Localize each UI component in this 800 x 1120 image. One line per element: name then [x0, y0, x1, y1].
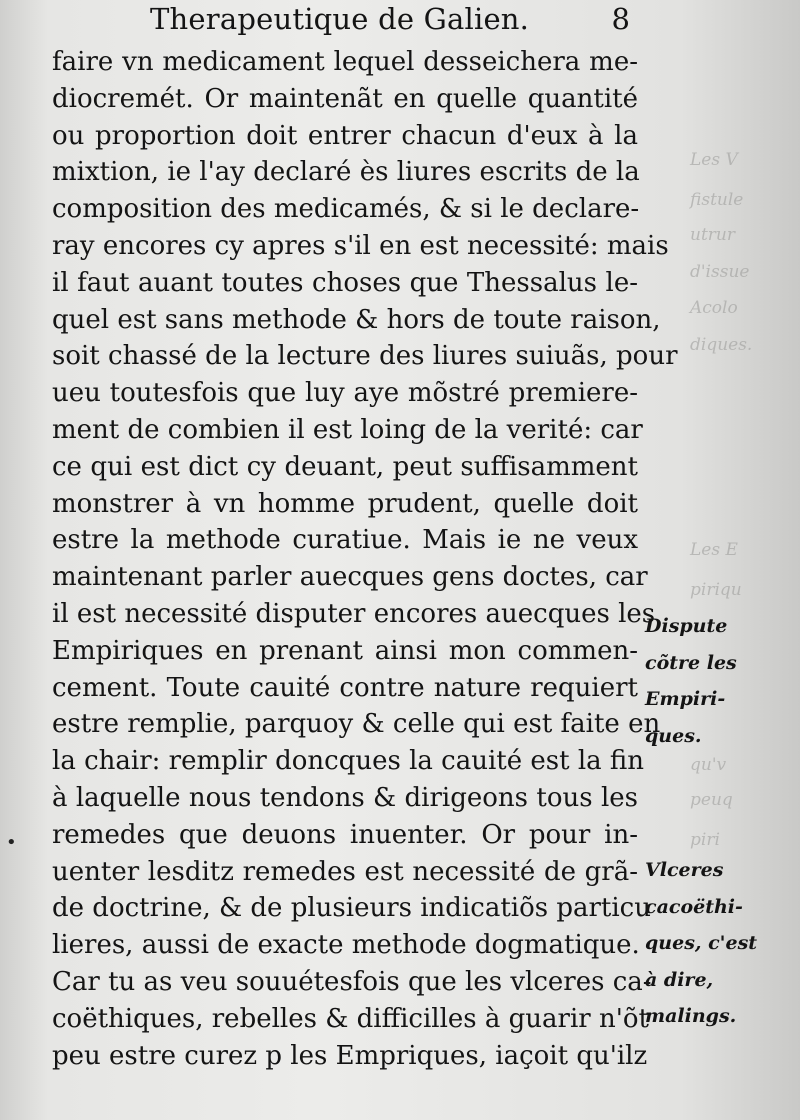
text-line: coëthiques, rebelles & difficilles à guarir n'õt — [52, 1003, 649, 1034]
margin-note-line: à dire, — [645, 968, 714, 991]
margin-note-line: Empiri- — [645, 688, 726, 710]
bleed-through-text: Les E — [690, 540, 738, 560]
page-number: 8 — [611, 2, 630, 36]
text-line: soit chassé de la lecture des liures suiuãs, pour — [52, 341, 678, 372]
text-line: il faut auant toutes choses que Thessalus le- — [52, 267, 638, 298]
text-line: ueu toutesfois que luy aye mõstré premiere- — [52, 378, 638, 409]
text-line: composition des medicamés, & si le declare- — [52, 194, 640, 225]
margin-note-line: cõtre les — [645, 651, 737, 674]
margin-note-vlceres — [645, 852, 775, 1035]
bleed-through-text: peuq — [690, 790, 733, 810]
text-line: diocremét. Or maintenãt en quelle quantité — [52, 83, 638, 114]
bleed-through-text: diques. — [690, 335, 753, 355]
body-text — [52, 44, 678, 1074]
text-line: monstrer à vn homme prudent, quelle doit — [52, 488, 638, 519]
margin-note-line: ques. — [645, 724, 702, 747]
text-line: la chair: remplir doncques la cauité est la fin — [52, 746, 644, 777]
bleed-through-text: qu'v — [690, 755, 727, 775]
text-line: estre remplie, parquoy & celle qui est faite en — [52, 709, 661, 740]
bleed-through-text: d'issue — [690, 262, 750, 282]
bleed-through-text: piri — [690, 830, 720, 850]
margin-note-line: malings. — [645, 1005, 737, 1027]
margin-note-line: cacoëthi- — [645, 895, 743, 918]
bleed-through-text: fistule — [690, 190, 744, 210]
text-line: ce qui est dict cy deuant, peut suffisamment — [52, 451, 638, 482]
text-line: ou proportion doit entrer chacun d'eux à la — [52, 120, 638, 151]
ink-speck: • — [6, 832, 17, 853]
text-line: ray encores cy apres s'il en est necessité: mais — [52, 230, 669, 261]
bleed-through-text: utrur — [690, 225, 735, 245]
bleed-through-text: Les V — [690, 150, 738, 170]
text-line: peu estre curez p les Empriques, iaçoit qu'ilz — [52, 1040, 648, 1071]
text-line: estre la methode curatiue. Mais ie ne veux — [52, 525, 638, 556]
text-line: il est necessité disputer encores auecques les — [52, 598, 656, 629]
text-line: quel est sans methode & hors de toute raison, — [52, 304, 661, 335]
text-line: remedes que deuons inuenter. Or pour in- — [52, 819, 638, 850]
text-line: faire vn medicament lequel desseichera me- — [52, 47, 638, 77]
text-line: Car tu as veu souuétesfois que les vlceres ca- — [52, 966, 652, 997]
text-line: à laquelle nous tendons & dirigeons tous les — [52, 782, 638, 813]
margin-note-line: Dispute — [645, 615, 728, 637]
bleed-through-text: Acolo — [690, 298, 738, 318]
text-line: lieres, aussi de exacte methode dogmatique. — [52, 930, 640, 961]
text-line: de doctrine, & de plusieurs indicatiõs particu — [52, 893, 651, 924]
bleed-through-text: piriqu — [690, 580, 742, 600]
page-header — [150, 2, 630, 42]
text-line: mixtion, ie l'ay declaré ès liures escrits de la — [52, 157, 640, 188]
margin-note-line: Vlceres — [645, 859, 724, 881]
text-line: Empiriques en prenant ainsi mon commen- — [52, 635, 638, 666]
margin-note-dispute — [645, 608, 775, 754]
text-line: ment de combien il est loing de la verité: car — [52, 414, 643, 445]
text-line: cement. Toute cauité contre nature requiert — [52, 672, 638, 703]
margin-note-line: ques, c'est — [645, 932, 758, 954]
text-line: uenter lesditz remedes est necessité de grã- — [52, 856, 638, 887]
text-line: maintenant parler auecques gens doctes, car — [52, 562, 648, 593]
running-title: Therapeutique de Galien. — [150, 2, 530, 36]
